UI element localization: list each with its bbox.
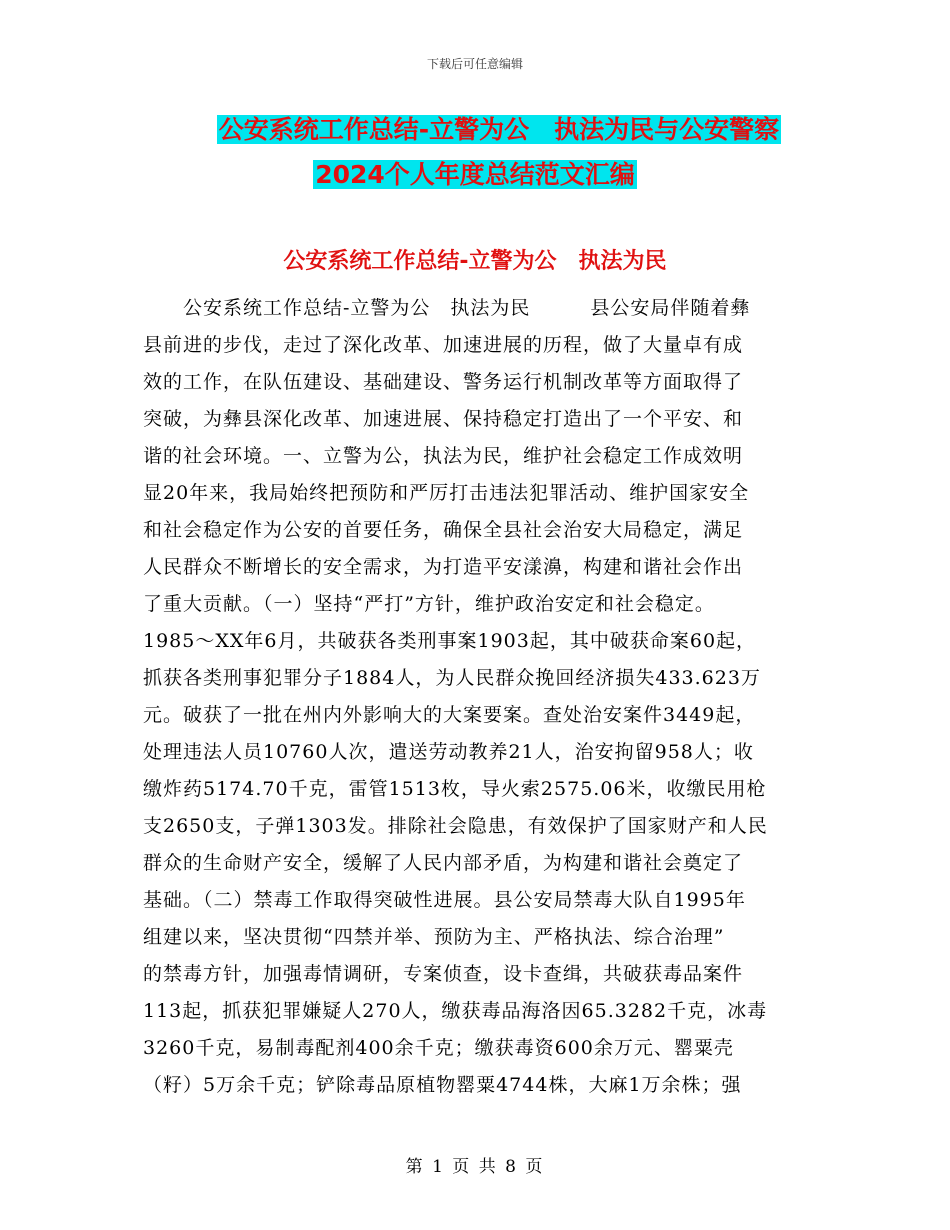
body-line: 县前进的步伐，走过了深化改革、加速进展的历程，做了大量卓有成: [143, 334, 744, 356]
body-line: 抓获各类刑事犯罪分子1884人，为人民群众挽回经济损失433.623万: [143, 667, 761, 689]
body-line: 公安系统工作总结-立警为公 执法为民 县公安局伴随着彝: [143, 297, 751, 319]
body-line: 了重大贡献。（一）坚持“严打”方针，维护政治安定和社会稳定。: [143, 593, 715, 615]
body-line: 组建以来，坚决贯彻“四禁并举、预防为主、严格执法、综合治理”: [143, 926, 725, 948]
body-line: 人民群众不断增长的安全需求，为打造平安漾濞，构建和谐社会作出: [143, 556, 744, 578]
section-title: 公安系统工作总结-立警为公 执法为民: [283, 249, 667, 274]
header-note: 下载后可任意编辑: [426, 57, 523, 71]
document-title-line-2: [0, 155, 950, 195]
body-line: 1985～XX年6月，共破获各类刑事案1903起，其中破获命案60起，: [143, 630, 757, 652]
body-line: 突破，为彝县深化改革、加速进展、保持稳定打造出了一个平安、和: [143, 408, 744, 430]
document-title-line-1: [0, 110, 950, 150]
body-line: 处理违法人员10760人次，遣送劳动教养21人，治安拘留958人；收: [143, 741, 754, 763]
body-line: 群众的生命财产安全，缓解了人民内部矛盾，为构建和谐社会奠定了: [143, 852, 744, 874]
body-line: 支2650支，子弹1303发。排除社会隐患，有效保护了国家财产和人民: [143, 815, 768, 837]
body-text: [143, 290, 807, 1104]
body-line: 基础。（二）禁毒工作取得突破性进展。县公安局禁毒大队自1995年: [143, 889, 746, 911]
body-line: 和社会稳定作为公安的首要任务，确保全县社会治安大局稳定，满足: [143, 519, 744, 541]
body-line: 效的工作，在队伍建设、基础建设、警务运行机制改革等方面取得了: [143, 371, 744, 393]
body-line: 元。破获了一批在州内外影响大的大案要案。查处治安案件3449起，: [143, 704, 756, 726]
body-line: （籽）5万余千克；铲除毒品原植物罂粟4744株，大麻1万余株；强: [143, 1074, 742, 1096]
title-highlight-2: 2024个人年度总结范文汇编: [315, 160, 635, 189]
body-line: 3260千克，易制毒配剂400余千克；缴获毒资600余万元、罂粟壳: [143, 1037, 734, 1059]
body-line: 113起，抓获犯罪嫌疑人270人，缴获毒品海洛因65.3282千克，冰毒: [143, 1000, 768, 1022]
body-line: 谐的社会环境。一、立警为公，执法为民，维护社会稳定工作成效明: [143, 445, 744, 467]
page-footer: 第 1 页 共 8 页: [405, 1157, 545, 1177]
body-line: 缴炸药5174.70千克，雷管1513枚，导火索2575.06米，收缴民用枪: [143, 778, 767, 800]
body-line: 的禁毒方针，加强毒情调研，专案侦查，设卡查缉，共破获毒品案件: [143, 963, 744, 985]
title-highlight-1: 公安系统工作总结-立警为公 执法为民与公安警察: [218, 115, 780, 144]
body-line: 显20年来，我局始终把预防和严厉打击违法犯罪活动、维护国家安全: [143, 482, 750, 504]
